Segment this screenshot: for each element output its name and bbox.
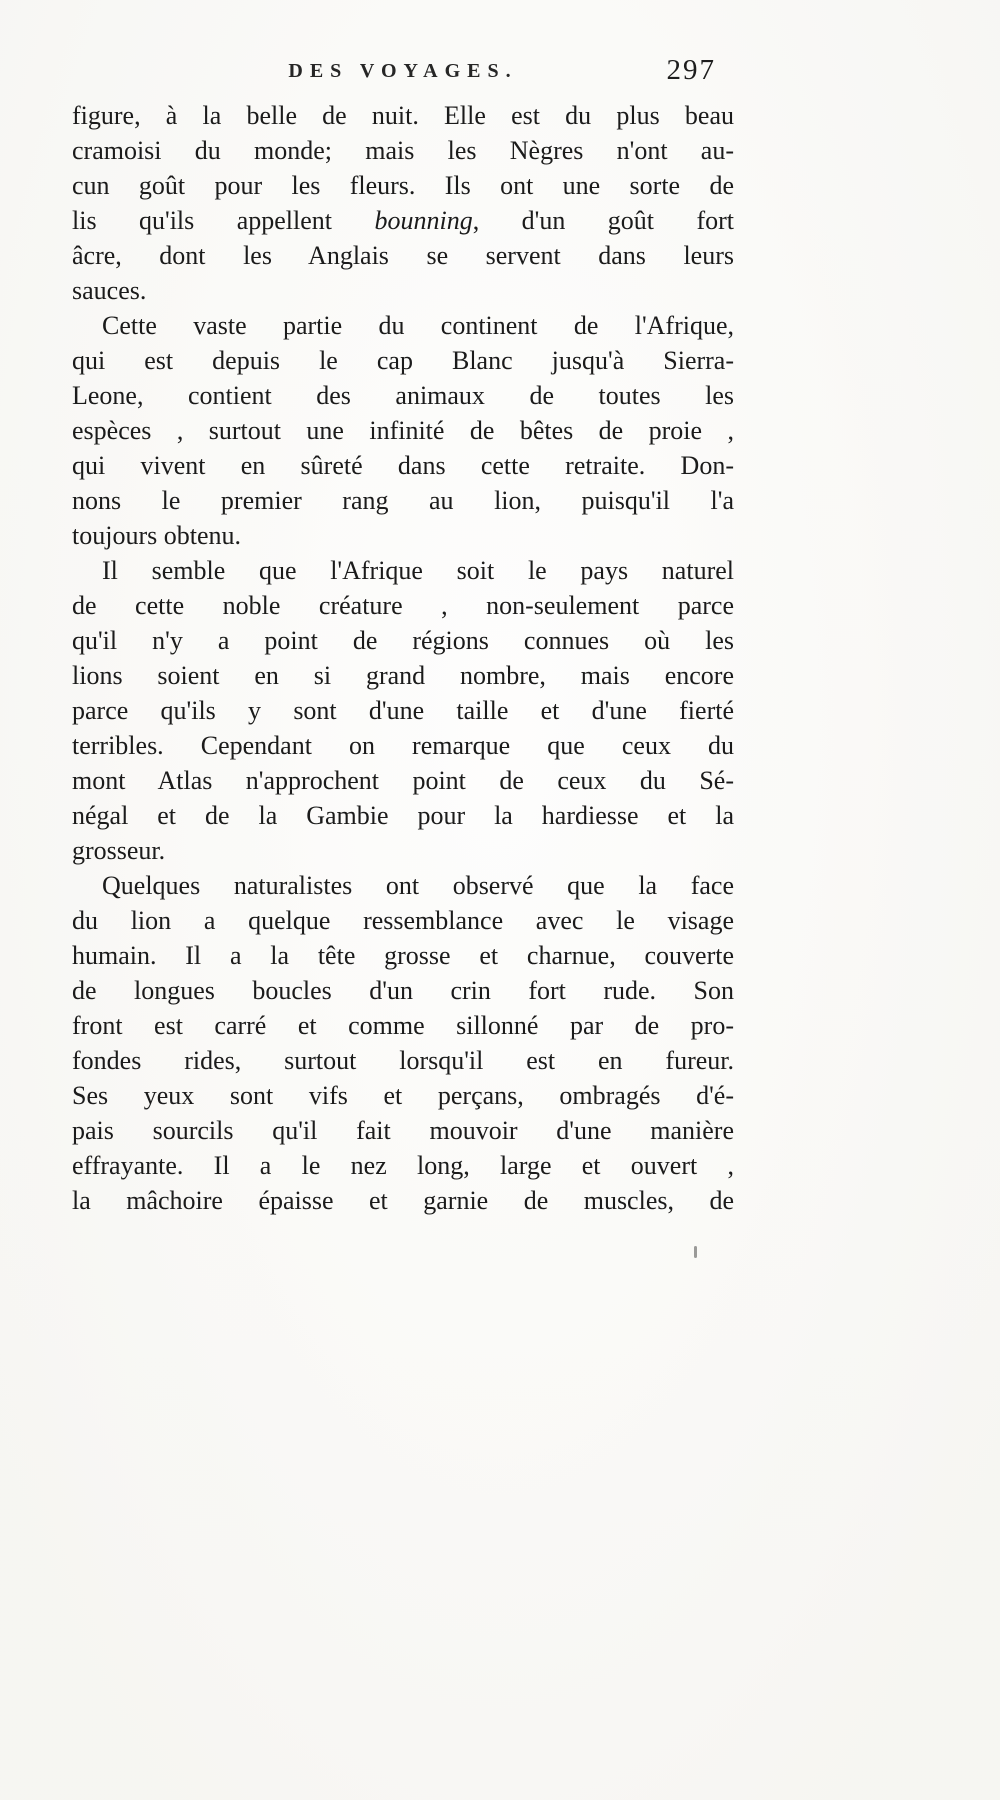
italic-term: bounning [374, 206, 473, 235]
text-line [72, 693, 734, 728]
text-segment: espèces , surtout une infinité de bêtes de proie , [72, 416, 734, 445]
text-line [72, 1148, 734, 1183]
text-line [72, 1008, 734, 1043]
scan-speck [694, 1246, 697, 1258]
running-title: DES VOYAGES. [288, 60, 518, 82]
page-header [72, 54, 734, 96]
text-segment: parce qu'ils y sont d'une taille et d'une fierté [72, 696, 734, 725]
text-line [72, 973, 734, 1008]
text-line [72, 98, 734, 133]
text-line [72, 553, 734, 588]
text-line [72, 343, 734, 378]
text-segment: Il semble que l'Afrique soit le pays naturel [102, 556, 734, 585]
text-segment: front est carré et comme sillonné par de pro- [72, 1011, 734, 1040]
text-line [72, 273, 734, 308]
text-segment: toujours obtenu. [72, 521, 241, 550]
text-segment: âcre, dont les Anglais se servent dans leurs [72, 241, 734, 270]
text-line [72, 1113, 734, 1148]
text-segment: Leone, contient des animaux de toutes les [72, 381, 734, 410]
text-segment: sauces. [72, 276, 147, 305]
text-line [72, 1043, 734, 1078]
text-line [72, 1078, 734, 1113]
text-line [72, 728, 734, 763]
text-line [72, 903, 734, 938]
text-line [72, 378, 734, 413]
paragraph [72, 98, 734, 308]
text-segment: qui vivent en sûreté dans cette retraite. Don- [72, 451, 734, 480]
text-segment: du lion a quelque ressemblance avec le visage [72, 906, 734, 935]
text-segment: de longues boucles d'un crin fort rude. Son [72, 976, 734, 1005]
text-line [72, 133, 734, 168]
text-segment: Quelques naturalistes ont observé que la face [102, 871, 734, 900]
text-line [72, 658, 734, 693]
text-segment: de cette noble créature , non-seulement parce [72, 591, 734, 620]
text-segment: Ses yeux sont vifs et perçans, ombragés d'é- [72, 1081, 734, 1110]
text-segment: Cette vaste partie du continent de l'Afrique, [102, 311, 734, 340]
text-segment: fondes rides, surtout lorsqu'il est en fureur. [72, 1046, 734, 1075]
text-segment: cun goût pour les fleurs. Ils ont une sorte de [72, 171, 734, 200]
text-line [72, 518, 734, 553]
text-segment: grosseur. [72, 836, 166, 865]
text-line [72, 833, 734, 868]
text-line [72, 203, 734, 238]
text-segment: la mâchoire épaisse et garnie de muscles, de [72, 1186, 734, 1215]
text-line [72, 623, 734, 658]
text-segment: lions soient en si grand nombre, mais encore [72, 661, 734, 690]
text-body [72, 98, 734, 1218]
text-line [72, 413, 734, 448]
text-line [72, 798, 734, 833]
text-line [72, 763, 734, 798]
page-number: 297 [666, 54, 716, 86]
text-line [72, 168, 734, 203]
paragraph [72, 553, 734, 868]
text-segment: humain. Il a la tête grosse et charnue, couverte [72, 941, 734, 970]
text-segment: figure, à la belle de nuit. Elle est du plus beau [72, 101, 734, 130]
text-segment: mont Atlas n'approchent point de ceux du Sé- [72, 766, 734, 795]
text-line [72, 868, 734, 903]
text-segment: terribles. Cependant on remarque que ceux du [72, 731, 734, 760]
text-segment: qu'il n'y a point de régions connues où les [72, 626, 734, 655]
text-line [72, 483, 734, 518]
text-segment: qui est depuis le cap Blanc jusqu'à Sierra- [72, 346, 734, 375]
text-line [72, 308, 734, 343]
text-line [72, 238, 734, 273]
text-line [72, 588, 734, 623]
text-segment: négal et de la Gambie pour la hardiesse et la [72, 801, 734, 830]
text-line [72, 938, 734, 973]
text-segment: , d'un goût fort [472, 206, 735, 235]
text-line [72, 448, 734, 483]
text-segment: cramoisi du monde; mais les Nègres n'ont au- [72, 136, 734, 165]
text-segment: nons le premier rang au lion, puisqu'il l'a [72, 486, 734, 515]
paragraph [72, 868, 734, 1218]
text-segment: pais sourcils qu'il fait mouvoir d'une manière [72, 1116, 734, 1145]
text-line [72, 1183, 734, 1218]
text-segment: effrayante. Il a le nez long, large et ouvert , [72, 1151, 734, 1180]
paragraph [72, 308, 734, 553]
text-segment: lis qu'ils appellent [72, 206, 375, 235]
